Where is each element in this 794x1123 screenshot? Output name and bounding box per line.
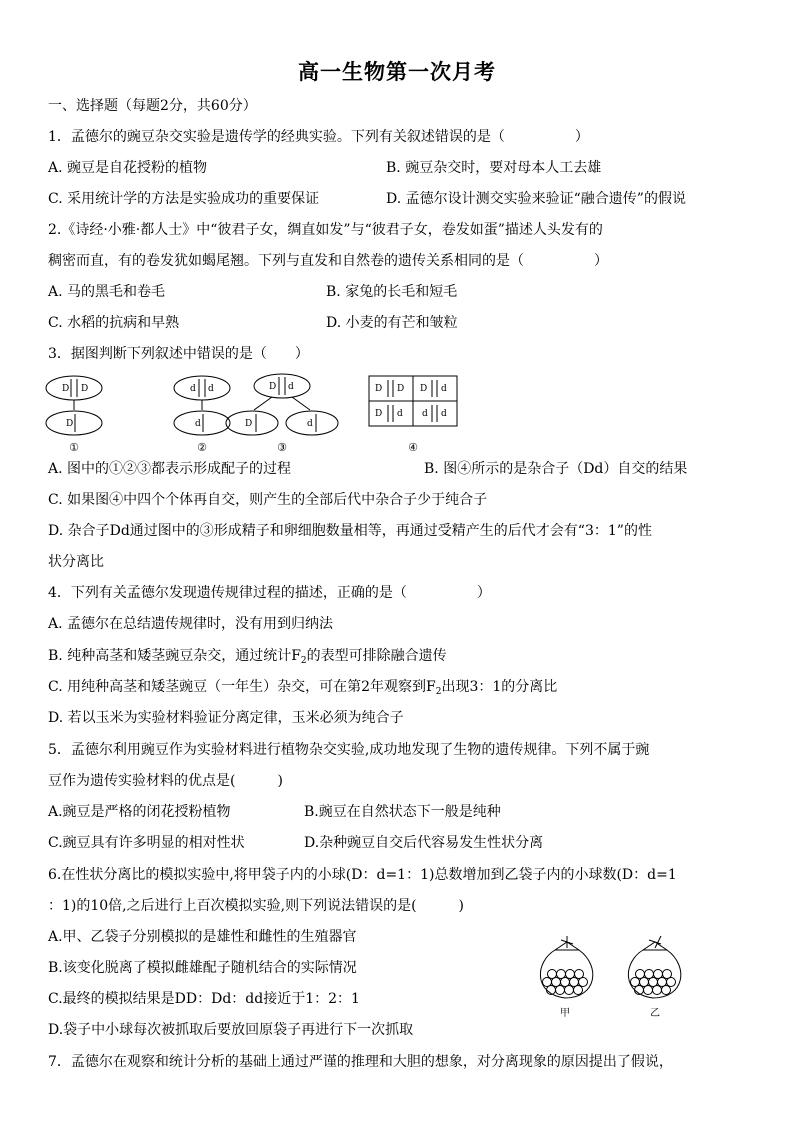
fig3-label: ③ bbox=[277, 441, 287, 454]
q1-option-b: B. 豌豆杂交时，要对母本人工去雄 bbox=[386, 160, 602, 176]
svg-text:D: D bbox=[420, 384, 428, 394]
section-heading: 一、选择题（每题2分，共60分） bbox=[48, 98, 257, 114]
q5-option-d: D.杂种豌豆自交后代容易发生性状分离 bbox=[304, 835, 544, 851]
q3-figure bbox=[44, 370, 464, 456]
fig2-gamete bbox=[174, 411, 230, 435]
svg-text:D: D bbox=[269, 382, 277, 392]
q6-stem-line1: 6.在性状分离比的模拟实验中,将甲袋子内的小球(D：d=1：1)总数增加到乙袋子内的小球数(D：d=1 bbox=[48, 867, 677, 883]
bag-yi-label: 乙 bbox=[650, 1008, 660, 1019]
q3-option-c: C. 如果图④中四个个体再自交，则产生的全部后代中杂合子少于纯合子 bbox=[48, 492, 488, 508]
q5-option-b: B.豌豆在自然状态下一般是纯种 bbox=[304, 804, 501, 820]
q4-option-b: B. 纯种高茎和矮茎豌豆杂交，通过统计$F_2$的表型可排除融合遗传 bbox=[48, 648, 447, 666]
q6-option-c: C.最终的模拟结果是DD：Dd：dd接近于1：2：1 bbox=[48, 991, 360, 1007]
page-title: 高一生物第一次月考 bbox=[298, 60, 496, 84]
q6-option-a: A.甲、乙袋子分别模拟的是雄性和雌性的生殖器官 bbox=[48, 929, 357, 945]
svg-text:D: D bbox=[397, 384, 405, 394]
fig3-parent-cell bbox=[254, 374, 310, 398]
q1-option-d: D. 孟德尔设计测交实验来验证“融合遗传”的假说 bbox=[386, 191, 686, 207]
q7-stem-line1: 7．孟德尔在观察和统计分析的基础上通过严谨的推理和大胆的想象，对分离现象的原因提出了假说， bbox=[48, 1054, 673, 1070]
svg-text:d: d bbox=[190, 384, 196, 394]
svg-text:D: D bbox=[81, 384, 89, 394]
fig4-label: ④ bbox=[408, 441, 418, 454]
fig1-label: ① bbox=[69, 441, 79, 454]
svg-text:D: D bbox=[375, 384, 383, 394]
svg-text:d: d bbox=[441, 409, 447, 419]
q3-option-d-line2: 状分离比 bbox=[48, 554, 104, 570]
svg-text:d: d bbox=[441, 384, 447, 394]
q5-option-c: C.豌豆具有许多明显的相对性状 bbox=[48, 835, 245, 851]
q3-option-a: A. 图中的①②③都表示形成配子的过程 bbox=[48, 461, 292, 477]
q6-option-b: B.该变化脱离了模拟雌雄配子随机结合的实际情况 bbox=[48, 960, 357, 976]
svg-text:d: d bbox=[307, 419, 313, 429]
q2-option-c: C. 水稻的抗病和早熟 bbox=[48, 315, 180, 331]
svg-text:d: d bbox=[288, 382, 294, 392]
q2-option-d: D. 小麦的有芒和皱粒 bbox=[326, 315, 458, 331]
q5-stem-line1: 5．孟德尔利用豌豆作为实验材料进行植物杂交实验,成功地发现了生物的遗传规律。下列不属于豌 bbox=[48, 742, 650, 758]
bag-jia-label: 甲 bbox=[560, 1008, 570, 1019]
q3-option-d-line1: D. 杂合子Dd通过图中的③形成精子和卵细胞数量相等，再通过受精产生的后代才会有“3：1”的性 bbox=[48, 523, 652, 539]
q6-option-d: D.袋子中小球每次被抓取后要放回原袋子再进行下一次抓取 bbox=[48, 1022, 414, 1038]
svg-text:d: d bbox=[195, 419, 201, 429]
q1-stem: 1．孟德尔的豌豆杂交实验是遗传学的经典实验。下列有关叙述错误的是（ ） bbox=[48, 129, 589, 145]
fig1-gamete bbox=[46, 411, 102, 435]
q3-option-b: B. 图④所示的是杂合子（Dd）自交的结果 bbox=[424, 461, 688, 477]
q6-bags-figure bbox=[525, 932, 715, 1024]
svg-text:d: d bbox=[208, 384, 214, 394]
q2-option-b: B. 家兔的长毛和短毛 bbox=[326, 284, 458, 300]
svg-text:D: D bbox=[66, 419, 74, 429]
q4-option-a: A. 孟德尔在总结遗传规律时，没有用到归纳法 bbox=[48, 616, 334, 632]
bag-jia bbox=[540, 950, 592, 998]
q4-option-d: D. 若以玉米为实验材料验证分离定律，玉米必须为纯合子 bbox=[48, 710, 404, 726]
q5-stem-line2: 豆作为遗传实验材料的优点是( ) bbox=[48, 773, 283, 789]
q1-option-c: C. 采用统计学的方法是实验成功的重要保证 bbox=[48, 191, 320, 207]
q6-stem-line2: ：1)的10倍,之后进行上百次模拟实验,则下列说法错误的是( ) bbox=[48, 898, 465, 914]
q3-stem: 3．据图判断下列叙述中错误的是（ ） bbox=[48, 346, 309, 362]
q5-option-a: A.豌豆是严格的闭花授粉植物 bbox=[48, 804, 231, 820]
q4-option-c: C. 用纯种高茎和矮茎豌豆（一年生）杂交，可在第2年观察到$F_2$出现3：1的分离比 bbox=[48, 679, 558, 697]
q2-stem-line2: 稠密而直，有的卷发犹如蝎尾翘。下列与直发和自然卷的遗传关系相同的是（ ） bbox=[48, 253, 608, 269]
q2-option-a: A. 马的黑毛和卷毛 bbox=[48, 284, 166, 300]
bag-yi bbox=[628, 950, 680, 998]
svg-text:D: D bbox=[375, 409, 383, 419]
fig2-parent-cell bbox=[174, 376, 230, 400]
q4-stem: 4．下列有关孟德尔发现遗传规律过程的描述，正确的是（ ） bbox=[48, 585, 491, 601]
q1-option-a: A. 豌豆是自花授粉的植物 bbox=[48, 160, 208, 176]
bag-yi-balls bbox=[631, 970, 676, 995]
q2-stem-line1: 2.《诗经·小雅·都人士》中“彼君子女，绸直如发”与“彼君子女，卷发如蛋”描述人头发有的 bbox=[48, 222, 603, 238]
svg-text:d: d bbox=[422, 409, 428, 419]
bag-jia-balls bbox=[543, 970, 588, 995]
svg-text:D: D bbox=[62, 384, 70, 394]
svg-text:d: d bbox=[397, 409, 403, 419]
fig1-parent-cell bbox=[46, 376, 102, 400]
fig2-label: ② bbox=[197, 441, 207, 454]
svg-text:D: D bbox=[245, 419, 253, 429]
